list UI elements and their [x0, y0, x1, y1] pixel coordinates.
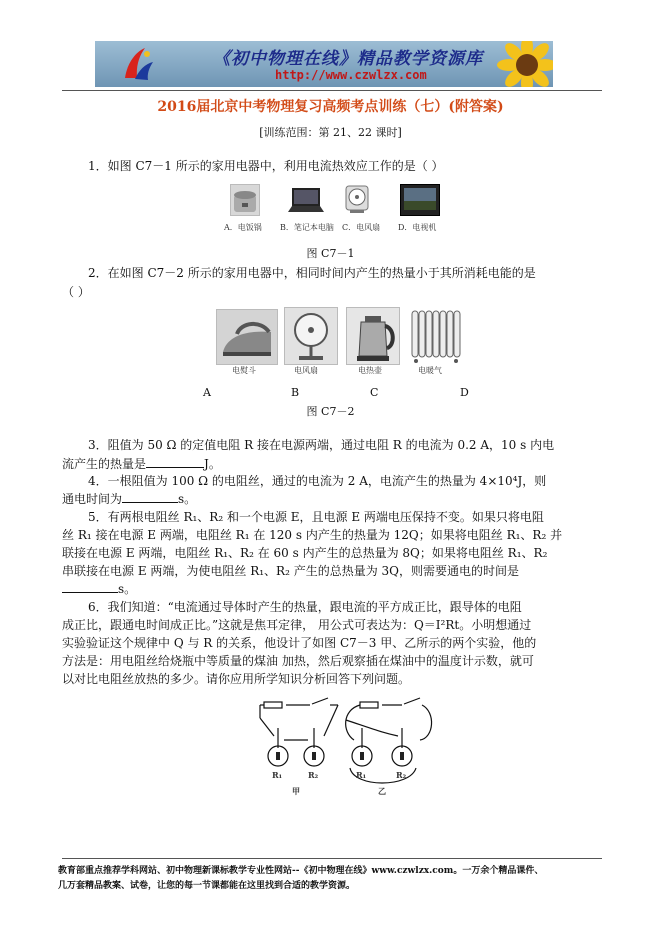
- q2-letter-a: A: [203, 386, 211, 399]
- q3-answer-blank[interactable]: [146, 455, 204, 468]
- q2-name-d: 电暖气: [418, 366, 442, 375]
- electric-fan-image-2: [284, 307, 338, 365]
- question-5-line-5: s。: [62, 580, 136, 598]
- question-5-line-4: 串联接在电源 E 两端，为使电阻丝 R₁、R₂ 产生的总热量为 3Q，则需要通电的时间是: [62, 564, 519, 578]
- site-banner: [95, 41, 553, 87]
- question-6-line-4: 方法是：用电阻丝给烧瓶中等质量的煤油 加热，然后观察插在煤油中的温度计示数，就可: [62, 654, 534, 668]
- question-2-line-2: （ ）: [62, 285, 90, 299]
- footer-note: [58, 864, 618, 894]
- electric-fan-image: [342, 184, 372, 214]
- television-image: [400, 184, 440, 216]
- site-logo-icon: [121, 46, 155, 82]
- q1-option-a: A．电饭锅: [224, 223, 262, 232]
- q5-answer-blank[interactable]: [62, 580, 118, 593]
- question-3-line-1: 3．阻值为 50 Ω 的定值电阻 R 接在电源两端，通过电阻 R 的电流为 0.2 A，10 s 内电: [88, 438, 555, 452]
- resistor-label-r1-left: R₁: [272, 770, 283, 780]
- q2-letter-c: C: [370, 386, 379, 399]
- question-5-line-2: 丝 R₁ 接在电源 E 两端，电阻丝 R₁ 在 120 s 内产生的热量为 12Q；如果将电阻丝 R₁、R₂ 并: [62, 528, 563, 542]
- footer-line-1: 教育部重点推荐学科网站、初中物理新课标教学专业性网站--《初中物理在线》www.czwlzx.com。一万余个精品课件、: [58, 866, 544, 876]
- figure-c7-3: [250, 688, 440, 796]
- question-5-line-1: 5．有两根电阻丝 R₁、R₂ 和一个电源 E，且电源 E 两端电压保持不变。如果只将电阻: [88, 510, 544, 524]
- training-scope: [训练范围：第 21、22 课时]: [259, 126, 402, 139]
- q2-letter-d: D: [460, 386, 469, 399]
- figure-label-jia: 甲: [292, 786, 300, 796]
- q2-name-a: 电熨斗: [232, 366, 256, 375]
- electric-heater-image: [408, 305, 462, 365]
- figure-c7-2: [216, 305, 466, 377]
- q4-answer-blank[interactable]: [122, 490, 178, 503]
- q1-option-b: B．笔记本电脑: [280, 223, 334, 232]
- banner-url: http://www.czwlzx.com: [275, 68, 427, 82]
- rice-cooker-image: [230, 184, 260, 216]
- header-divider: [62, 90, 602, 91]
- page-title: 2016届北京中考物理复习高频考点训练（七）(附答案): [157, 99, 504, 115]
- question-3-line-2: 流产生的热量是 J。: [62, 457, 221, 471]
- question-6-line-5: 以对比电阻丝放热的多少。请你应用所学知识分析回答下列问题。: [62, 672, 411, 686]
- question-4-line-2: 通电时间为 s。: [62, 492, 197, 506]
- q2-letter-b: B: [291, 386, 300, 399]
- electric-iron-image: [216, 309, 278, 365]
- question-4-line-1: 4．一根阻值为 100 Ω 的电阻丝，通过的电流为 2 A，电流产生的热量为 4×10⁴J，则: [88, 474, 547, 488]
- question-6-line-3: 实验验证这个规律中 Q 与 R 的关系，他设计了如图 C7－3 甲、乙所示的两个实验，他的: [62, 636, 537, 650]
- figure-c7-2-caption: 图 C7－2: [306, 405, 355, 418]
- question-5-line-3: 联接在电源 E 两端，电阻丝 R₁、R₂ 在 60 s 内产生的总热量为 8Q；如果将电阻丝 R₁、R₂: [62, 546, 548, 560]
- q1-option-c: C．电风扇: [342, 223, 381, 232]
- question-6-line-1: 6．我们知道：“电流通过导体时产生的热量，跟电流的平方成正比，跟导体的电阻: [88, 600, 522, 614]
- banner-title: 《初中物理在线》精品教学资源库: [213, 49, 483, 69]
- figure-c7-1: [224, 182, 444, 238]
- resistor-label-r2-left: R₂: [308, 770, 319, 780]
- q2-name-c: 电热壶: [358, 366, 382, 375]
- laptop-image: [286, 186, 326, 214]
- q2-name-b: 电风扇: [294, 366, 318, 375]
- footer-divider: [62, 858, 602, 859]
- figure-c7-1-caption: 图 C7－1: [306, 247, 355, 260]
- q1-option-d: D．电视机: [398, 223, 437, 232]
- resistor-label-r2-right: R₂: [396, 770, 407, 780]
- electric-kettle-image: [346, 307, 400, 365]
- sunflower-icon: [487, 41, 553, 87]
- question-6-line-2: 成正比，跟通电时间成正比。”这就是焦耳定律， 用公式可表达为：Q＝I²Rt。小明想通过: [62, 618, 532, 632]
- question-2-line-1: 2．在如图 C7－2 所示的家用电器中，相同时间内产生的热量小于其所消耗电能的是: [88, 266, 536, 280]
- footer-line-2: 几万套精品教案、试卷，让您的每一节课都能在这里找到合适的教学资源。: [58, 881, 356, 891]
- resistor-label-r1-right: R₁: [356, 770, 367, 780]
- question-1: 1．如图 C7－1 所示的家用电器中，利用电流热效应工作的是（ ）: [88, 159, 444, 173]
- figure-label-yi: 乙: [378, 786, 386, 796]
